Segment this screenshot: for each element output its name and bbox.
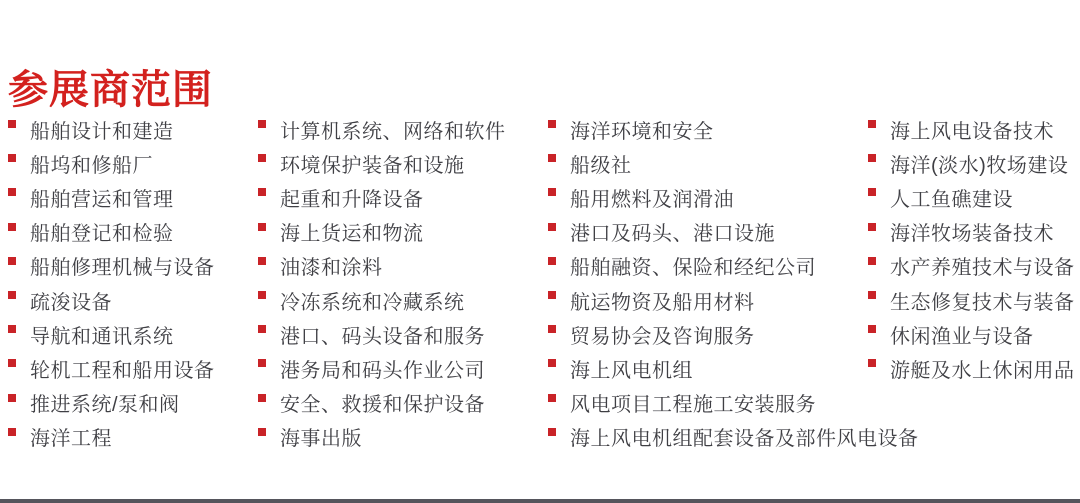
list-item bbox=[258, 420, 506, 454]
list-item bbox=[868, 249, 1075, 283]
list-item bbox=[868, 317, 1075, 351]
bullet-square-icon bbox=[868, 223, 876, 231]
list-item bbox=[8, 351, 215, 385]
bullet-square-icon bbox=[258, 325, 266, 333]
bullet-square-icon bbox=[548, 394, 556, 402]
list-item bbox=[8, 249, 215, 283]
bullet-square-icon bbox=[258, 120, 266, 128]
bullet-square-icon bbox=[548, 223, 556, 231]
list-item bbox=[548, 249, 919, 283]
category-label: 船舶登记和检验 bbox=[30, 223, 174, 246]
bullet-square-icon bbox=[258, 359, 266, 367]
category-label: 航运物资及船用材料 bbox=[570, 291, 755, 314]
bullet-square-icon bbox=[868, 120, 876, 128]
bullet-square-icon bbox=[258, 394, 266, 402]
category-column-1 bbox=[8, 112, 215, 454]
category-label: 轮机工程和船用设备 bbox=[30, 359, 215, 382]
list-item bbox=[868, 351, 1075, 385]
list-item bbox=[258, 180, 506, 214]
category-label: 冷冻系统和冷藏系统 bbox=[280, 291, 465, 314]
category-label: 海上风电机组 bbox=[570, 359, 693, 382]
category-label: 人工鱼礁建设 bbox=[890, 188, 1013, 211]
bullet-square-icon bbox=[8, 223, 16, 231]
bullet-square-icon bbox=[868, 188, 876, 196]
bullet-square-icon bbox=[868, 325, 876, 333]
category-label: 海事出版 bbox=[280, 428, 362, 451]
bullet-square-icon bbox=[8, 120, 16, 128]
list-item bbox=[258, 283, 506, 317]
category-label: 海洋牧场装备技术 bbox=[890, 223, 1054, 246]
category-label: 港口、码头设备和服务 bbox=[280, 325, 485, 348]
category-label: 安全、救援和保护设备 bbox=[280, 394, 485, 417]
bullet-square-icon bbox=[868, 359, 876, 367]
category-label: 起重和升降设备 bbox=[280, 188, 424, 211]
list-item bbox=[258, 386, 506, 420]
category-column-4 bbox=[868, 112, 1075, 386]
category-label: 海上风电设备技术 bbox=[890, 120, 1054, 143]
category-label: 生态修复技术与装备 bbox=[890, 291, 1075, 314]
bullet-square-icon bbox=[8, 188, 16, 196]
category-label: 海上风电机组配套设备及部件风电设备 bbox=[570, 428, 919, 451]
category-label: 船舶设计和建造 bbox=[30, 120, 174, 143]
list-item bbox=[548, 146, 919, 180]
bullet-square-icon bbox=[868, 257, 876, 265]
category-label: 海洋环境和安全 bbox=[570, 120, 714, 143]
category-label: 环境保护装备和设施 bbox=[280, 154, 465, 177]
category-label: 船级社 bbox=[570, 154, 632, 177]
list-item bbox=[258, 146, 506, 180]
category-label: 港务局和码头作业公司 bbox=[280, 359, 485, 382]
page-title: 参展商范围 bbox=[8, 67, 213, 112]
bullet-square-icon bbox=[8, 394, 16, 402]
category-label: 海洋(淡水)牧场建设 bbox=[890, 154, 1069, 177]
list-item bbox=[258, 215, 506, 249]
list-item bbox=[8, 420, 215, 454]
bullet-square-icon bbox=[8, 291, 16, 299]
list-item bbox=[868, 180, 1075, 214]
list-item bbox=[8, 180, 215, 214]
category-label: 海洋工程 bbox=[30, 428, 112, 451]
list-item bbox=[548, 180, 919, 214]
category-label: 船舶融资、保险和经纪公司 bbox=[570, 257, 816, 280]
category-label: 船用燃料及润滑油 bbox=[570, 188, 734, 211]
list-item bbox=[548, 283, 919, 317]
bullet-square-icon bbox=[548, 428, 556, 436]
list-item bbox=[868, 215, 1075, 249]
list-item bbox=[258, 351, 506, 385]
bullet-square-icon bbox=[258, 154, 266, 162]
list-item bbox=[258, 249, 506, 283]
category-label: 游艇及水上休闲用品 bbox=[890, 359, 1075, 382]
bullet-square-icon bbox=[548, 188, 556, 196]
footer-divider-bar bbox=[0, 499, 1080, 503]
bullet-square-icon bbox=[8, 325, 16, 333]
bullet-square-icon bbox=[548, 257, 556, 265]
bullet-square-icon bbox=[8, 428, 16, 436]
category-label: 海上货运和物流 bbox=[280, 223, 424, 246]
category-column-2 bbox=[258, 112, 506, 454]
bullet-square-icon bbox=[548, 359, 556, 367]
bullet-square-icon bbox=[258, 257, 266, 265]
bullet-square-icon bbox=[548, 291, 556, 299]
list-item bbox=[258, 317, 506, 351]
list-item bbox=[868, 283, 1075, 317]
category-label: 油漆和涂料 bbox=[280, 257, 383, 280]
list-item bbox=[548, 386, 919, 420]
list-item bbox=[548, 420, 919, 454]
list-item bbox=[548, 215, 919, 249]
category-label: 船舶修理机械与设备 bbox=[30, 257, 215, 280]
list-item bbox=[258, 112, 506, 146]
list-item bbox=[8, 215, 215, 249]
category-label: 导航和通讯系统 bbox=[30, 325, 174, 348]
bullet-square-icon bbox=[548, 154, 556, 162]
bullet-square-icon bbox=[868, 154, 876, 162]
category-label: 风电项目工程施工安装服务 bbox=[570, 394, 816, 417]
bullet-square-icon bbox=[258, 223, 266, 231]
category-label: 水产养殖技术与设备 bbox=[890, 257, 1075, 280]
category-label: 推进系统/泵和阀 bbox=[30, 394, 180, 417]
bullet-square-icon bbox=[8, 154, 16, 162]
bullet-square-icon bbox=[8, 257, 16, 265]
category-label: 船舶营运和管理 bbox=[30, 188, 174, 211]
bullet-square-icon bbox=[258, 291, 266, 299]
bullet-square-icon bbox=[8, 359, 16, 367]
list-item bbox=[548, 112, 919, 146]
list-item bbox=[868, 146, 1075, 180]
list-item bbox=[8, 283, 215, 317]
bullet-square-icon bbox=[548, 325, 556, 333]
category-label: 港口及码头、港口设施 bbox=[570, 223, 775, 246]
category-label: 计算机系统、网络和软件 bbox=[280, 120, 506, 143]
list-item bbox=[8, 112, 215, 146]
category-label: 船坞和修船厂 bbox=[30, 154, 153, 177]
category-label: 休闲渔业与设备 bbox=[890, 325, 1034, 348]
list-item bbox=[8, 146, 215, 180]
list-item bbox=[548, 351, 919, 385]
category-column-3 bbox=[548, 112, 919, 454]
list-item bbox=[8, 386, 215, 420]
category-label: 疏浚设备 bbox=[30, 291, 112, 314]
list-item bbox=[8, 317, 215, 351]
bullet-square-icon bbox=[258, 428, 266, 436]
bullet-square-icon bbox=[548, 120, 556, 128]
bullet-square-icon bbox=[868, 291, 876, 299]
list-item bbox=[548, 317, 919, 351]
bullet-square-icon bbox=[258, 188, 266, 196]
category-label: 贸易协会及咨询服务 bbox=[570, 325, 755, 348]
list-item bbox=[868, 112, 1075, 146]
